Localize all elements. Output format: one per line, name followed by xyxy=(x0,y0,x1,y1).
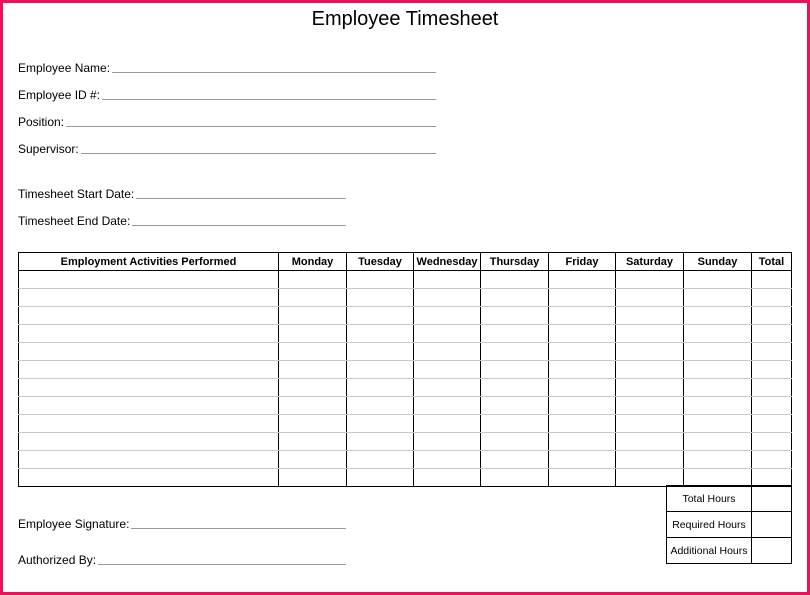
employee-name-field xyxy=(18,59,436,75)
table-cell[interactable] xyxy=(684,433,752,451)
table-row xyxy=(19,343,792,361)
table-cell[interactable] xyxy=(616,289,684,307)
table-row xyxy=(19,433,792,451)
table-cell[interactable] xyxy=(616,325,684,343)
table-cell[interactable] xyxy=(549,343,616,361)
start-date-label: Timesheet Start Date: xyxy=(18,187,135,201)
table-cell[interactable] xyxy=(19,451,279,469)
table-cell[interactable] xyxy=(481,415,549,433)
table-cell[interactable] xyxy=(279,361,347,379)
header-sunday: Sunday xyxy=(684,253,752,271)
table-cell[interactable] xyxy=(616,271,684,289)
table-cell[interactable] xyxy=(616,415,684,433)
authorized-by-input[interactable] xyxy=(98,563,346,565)
table-cell[interactable] xyxy=(19,415,279,433)
header-tuesday: Tuesday xyxy=(347,253,414,271)
table-cell[interactable] xyxy=(279,343,347,361)
table-cell[interactable] xyxy=(616,451,684,469)
table-cell[interactable] xyxy=(481,469,549,487)
table-cell[interactable] xyxy=(616,469,684,487)
table-cell[interactable] xyxy=(279,379,347,397)
table-row xyxy=(19,271,792,289)
table-cell[interactable] xyxy=(481,361,549,379)
table-row xyxy=(19,451,792,469)
activities-table xyxy=(18,252,792,487)
table-cell[interactable] xyxy=(752,343,792,361)
employee-name-label: Employee Name: xyxy=(18,61,111,75)
table-row xyxy=(19,415,792,433)
table-cell[interactable] xyxy=(279,415,347,433)
table-cell[interactable] xyxy=(481,271,549,289)
end-date-field xyxy=(18,212,346,228)
table-cell[interactable] xyxy=(616,397,684,415)
employee-name-input[interactable] xyxy=(112,71,436,73)
table-cell[interactable] xyxy=(347,433,414,451)
table-cell[interactable] xyxy=(481,433,549,451)
table-cell[interactable] xyxy=(549,451,616,469)
table-row xyxy=(19,307,792,325)
table-cell[interactable] xyxy=(279,433,347,451)
position-label: Position: xyxy=(18,115,65,129)
table-cell[interactable] xyxy=(549,361,616,379)
table-cell[interactable] xyxy=(684,271,752,289)
additional-hours-label: Additional Hours xyxy=(667,538,752,564)
total-hours-label: Total Hours xyxy=(667,486,752,512)
employee-id-field xyxy=(18,86,436,102)
table-cell[interactable] xyxy=(414,325,481,343)
table-cell[interactable] xyxy=(481,379,549,397)
table-row xyxy=(19,361,792,379)
supervisor-field xyxy=(18,140,436,156)
table-cell[interactable] xyxy=(616,343,684,361)
table-row xyxy=(19,397,792,415)
table-cell[interactable] xyxy=(752,325,792,343)
table-cell[interactable] xyxy=(19,469,279,487)
table-cell[interactable] xyxy=(19,361,279,379)
header-friday: Friday xyxy=(549,253,616,271)
table-row xyxy=(19,325,792,343)
table-cell[interactable] xyxy=(549,271,616,289)
table-cell[interactable] xyxy=(752,451,792,469)
table-cell[interactable] xyxy=(279,451,347,469)
table-cell[interactable] xyxy=(481,343,549,361)
total-hours-cell[interactable] xyxy=(752,486,792,512)
table-cell[interactable] xyxy=(414,361,481,379)
table-row xyxy=(19,379,792,397)
table-cell[interactable] xyxy=(19,379,279,397)
page-title: Employee Timesheet xyxy=(311,8,499,30)
table-cell[interactable] xyxy=(414,469,481,487)
table-cell[interactable] xyxy=(549,325,616,343)
table-cell[interactable] xyxy=(752,271,792,289)
start-date-input[interactable] xyxy=(136,197,346,199)
table-cell[interactable] xyxy=(19,343,279,361)
table-cell[interactable] xyxy=(414,415,481,433)
table-row xyxy=(19,469,792,487)
end-date-input[interactable] xyxy=(132,224,346,226)
table-cell[interactable] xyxy=(19,289,279,307)
table-cell[interactable] xyxy=(616,379,684,397)
table-row xyxy=(19,289,792,307)
authorized-by-label: Authorized By: xyxy=(18,553,97,567)
required-hours-row xyxy=(667,512,792,538)
table-cell[interactable] xyxy=(752,397,792,415)
table-cell[interactable] xyxy=(347,415,414,433)
totals-table xyxy=(666,485,792,564)
table-cell[interactable] xyxy=(752,469,792,487)
additional-hours-cell[interactable] xyxy=(752,538,792,564)
table-cell[interactable] xyxy=(414,379,481,397)
table-cell[interactable] xyxy=(279,469,347,487)
table-cell[interactable] xyxy=(414,451,481,469)
table-cell[interactable] xyxy=(684,307,752,325)
employee-id-label: Employee ID #: xyxy=(18,88,101,102)
table-cell[interactable] xyxy=(684,379,752,397)
table-cell[interactable] xyxy=(279,325,347,343)
table-cell[interactable] xyxy=(684,325,752,343)
table-cell[interactable] xyxy=(279,289,347,307)
table-cell[interactable] xyxy=(752,433,792,451)
table-cell[interactable] xyxy=(347,325,414,343)
table-cell[interactable] xyxy=(549,469,616,487)
required-hours-label: Required Hours xyxy=(667,512,752,538)
table-cell[interactable] xyxy=(684,289,752,307)
header-saturday: Saturday xyxy=(616,253,684,271)
table-cell[interactable] xyxy=(481,451,549,469)
table-cell[interactable] xyxy=(414,271,481,289)
authorized-by-field xyxy=(18,551,346,567)
table-cell[interactable] xyxy=(19,271,279,289)
supervisor-input[interactable] xyxy=(81,152,436,154)
table-cell[interactable] xyxy=(616,433,684,451)
table-cell[interactable] xyxy=(279,271,347,289)
table-cell[interactable] xyxy=(684,361,752,379)
table-cell[interactable] xyxy=(347,451,414,469)
header-thursday: Thursday xyxy=(481,253,549,271)
header-total: Total xyxy=(752,253,792,271)
table-cell[interactable] xyxy=(347,361,414,379)
table-cell[interactable] xyxy=(684,343,752,361)
table-cell[interactable] xyxy=(414,397,481,415)
table-cell[interactable] xyxy=(279,397,347,415)
table-cell[interactable] xyxy=(279,307,347,325)
table-cell[interactable] xyxy=(347,289,414,307)
start-date-field xyxy=(18,185,346,201)
table-cell[interactable] xyxy=(347,343,414,361)
end-date-label: Timesheet End Date: xyxy=(18,214,131,228)
table-cell[interactable] xyxy=(347,379,414,397)
table-cell[interactable] xyxy=(684,397,752,415)
table-cell[interactable] xyxy=(684,415,752,433)
table-cell[interactable] xyxy=(549,289,616,307)
required-hours-cell[interactable] xyxy=(752,512,792,538)
header-monday: Monday xyxy=(279,253,347,271)
position-input[interactable] xyxy=(66,125,436,127)
table-cell[interactable] xyxy=(19,325,279,343)
table-cell[interactable] xyxy=(19,433,279,451)
table-cell[interactable] xyxy=(414,433,481,451)
table-cell[interactable] xyxy=(347,307,414,325)
table-cell[interactable] xyxy=(414,307,481,325)
signature-field xyxy=(18,515,346,531)
table-cell[interactable] xyxy=(549,307,616,325)
table-cell[interactable] xyxy=(481,397,549,415)
table-cell[interactable] xyxy=(684,469,752,487)
table-cell[interactable] xyxy=(481,325,549,343)
table-cell[interactable] xyxy=(752,289,792,307)
position-field xyxy=(18,113,436,129)
header-activities: Employment Activities Performed xyxy=(19,253,279,271)
table-cell[interactable] xyxy=(549,397,616,415)
table-cell[interactable] xyxy=(752,361,792,379)
header-wednesday: Wednesday xyxy=(414,253,481,271)
table-cell[interactable] xyxy=(347,271,414,289)
table-cell[interactable] xyxy=(414,343,481,361)
employee-id-input[interactable] xyxy=(102,98,436,100)
table-cell[interactable] xyxy=(616,307,684,325)
table-cell[interactable] xyxy=(19,397,279,415)
table-header-row xyxy=(19,253,792,271)
table-cell[interactable] xyxy=(481,289,549,307)
total-hours-row xyxy=(667,486,792,512)
table-cell[interactable] xyxy=(752,415,792,433)
table-cell[interactable] xyxy=(347,469,414,487)
table-cell[interactable] xyxy=(481,307,549,325)
table-cell[interactable] xyxy=(19,307,279,325)
table-cell[interactable] xyxy=(684,451,752,469)
signature-label: Employee Signature: xyxy=(18,517,130,531)
table-cell[interactable] xyxy=(752,379,792,397)
table-cell[interactable] xyxy=(414,289,481,307)
table-cell[interactable] xyxy=(549,433,616,451)
table-cell[interactable] xyxy=(549,379,616,397)
table-cell[interactable] xyxy=(347,397,414,415)
table-cell[interactable] xyxy=(549,415,616,433)
table-cell[interactable] xyxy=(616,361,684,379)
supervisor-label: Supervisor: xyxy=(18,142,79,156)
table-cell[interactable] xyxy=(752,307,792,325)
signature-input[interactable] xyxy=(131,527,346,529)
additional-hours-row xyxy=(667,538,792,564)
